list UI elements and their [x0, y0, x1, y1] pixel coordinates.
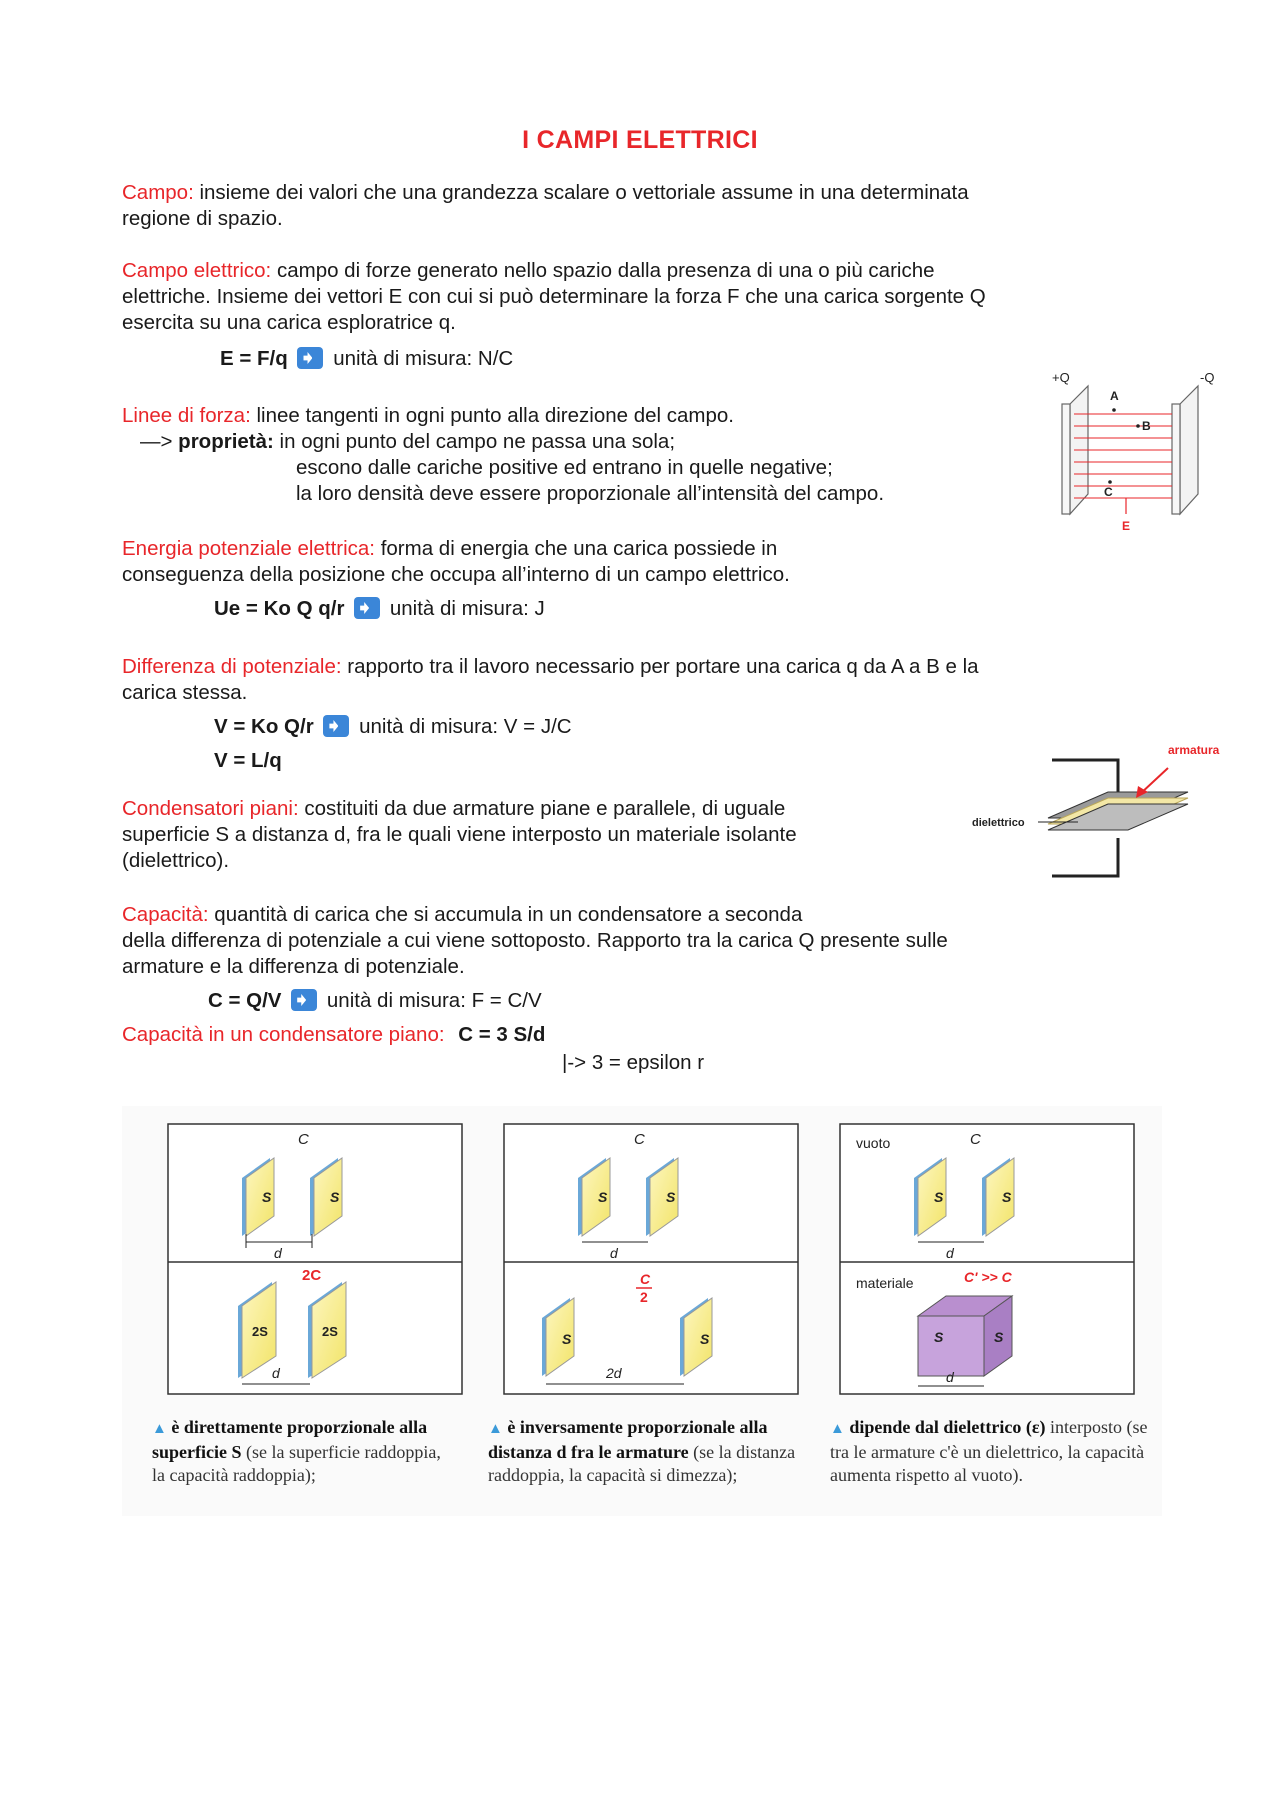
formula-campo: [220, 346, 513, 372]
capacita-piano-label: Capacità in un condensatore piano:: [122, 1023, 445, 1046]
right-arrow-icon: [354, 597, 380, 619]
panel2-top-d: d: [610, 1245, 618, 1261]
linee-prefix: —>: [140, 430, 179, 453]
dielettrico-label: dielettrico: [972, 817, 1025, 829]
campo-text-2: regione di spazio.: [122, 207, 283, 230]
energia-text: forma di energia che una carica possiede in: [375, 537, 778, 560]
unit-e: unità di misura: N/C: [333, 347, 514, 370]
panel2-top-c: C: [634, 1131, 645, 1148]
caption-surface: [152, 1416, 452, 1487]
caption-distance: [488, 1416, 796, 1487]
campo-elettrico-text: campo di forze generato nello spazio dalla presenza di una o più cariche: [271, 259, 935, 282]
panel1-bottom-s1: 2S: [252, 1324, 268, 1339]
panel-dielectric: [840, 1124, 1134, 1394]
panel-distance: [504, 1124, 798, 1394]
panel3-top-s1: S: [934, 1189, 944, 1205]
section-campo: [122, 180, 969, 232]
capacita-piano-formula: C = 3 S/d: [458, 1023, 546, 1046]
condensatori-label: Condensatori piani:: [122, 797, 299, 820]
formula-c: [208, 988, 542, 1014]
panel3-top-s2: S: [1002, 1189, 1012, 1205]
condensatori-text-3: (dielettrico).: [122, 849, 230, 872]
plus-q-label: +Q: [1052, 370, 1070, 385]
capacitance-diagrams: [122, 1106, 1162, 1406]
section-capacita: [122, 902, 948, 980]
left-plate-edge: [1062, 404, 1070, 514]
condensatori-text: costituiti da due armature piane e parallele, di uguale: [298, 797, 786, 820]
caption-dielectric-rest: interposto (se tra le armature c'è un dielettrico, la capacità aumenta rispetto al vuoto).: [830, 1417, 1148, 1485]
panel2-top-s2: S: [666, 1189, 676, 1205]
condensatori-text-2: superficie S a distanza d, fra le quali viene interposto un materiale isolante: [122, 823, 797, 846]
campo-label: Campo:: [122, 181, 194, 204]
panel3-bottom-tag: materiale: [856, 1275, 914, 1291]
energia-label: Energia potenziale elettrica:: [122, 537, 375, 560]
panel2-bottom-s2: S: [700, 1331, 710, 1347]
caption-dielectric-bold: dipende dal dielettrico (ε): [849, 1417, 1046, 1437]
right-arrow-icon: [323, 715, 349, 737]
capacita-label: Capacità:: [122, 903, 209, 926]
campo-elettrico-label: Campo elettrico:: [122, 259, 272, 282]
triangle-icon: ▲: [152, 1421, 167, 1437]
section-energia: [122, 536, 790, 588]
capacitance-figures: [122, 1106, 1162, 1516]
linee-text: linee tangenti in ogni punto alla direzione del campo.: [250, 404, 735, 427]
panel2-bottom-d: 2d: [606, 1365, 622, 1381]
prop-3: la loro densità deve essere proporzionale all’intensità del campo.: [296, 482, 885, 505]
panel1-bottom-s2: 2S: [322, 1324, 338, 1339]
differenza-label: Differenza di potenziale:: [122, 655, 342, 678]
unit-c: unità di misura: F = C/V: [326, 989, 542, 1012]
caption-dielectric: [830, 1416, 1150, 1487]
electric-field-figure: [1040, 364, 1220, 534]
panel3-bottom-d: d: [946, 1369, 954, 1385]
differenza-text-2: carica stessa.: [122, 681, 248, 704]
point-a-label: A: [1110, 389, 1119, 403]
minus-q-label: -Q: [1200, 370, 1215, 385]
formula-v-kq: V = Ko Q/r: [214, 715, 314, 738]
armatura-label: armatura: [1168, 743, 1220, 757]
field-lines: [1074, 414, 1172, 498]
caption-distance-bold: è inversamente proporzionale alla distanza d fra le armature: [488, 1417, 768, 1462]
section-differenza: [122, 654, 979, 706]
unit-ue: unità di misura: J: [389, 597, 545, 620]
section-linee: [122, 403, 884, 507]
point-b-label: B: [1142, 419, 1151, 433]
caption-surface-bold: è direttamente proporzionale alla superficie S: [152, 1417, 428, 1462]
campo-elettrico-text-2: elettriche. Insieme dei vettori E con cui si può determinare la forza F che una carica sorgente Q: [122, 285, 986, 308]
panel3-bottom-s2: S: [994, 1329, 1004, 1345]
unit-v: unità di misura: V = J/C: [359, 715, 572, 738]
page-title: I CAMPI ELETTRICI: [522, 126, 758, 154]
capacita-text-3: armature e la differenza di potenziale.: [122, 955, 465, 978]
panel2-top-s1: S: [598, 1189, 608, 1205]
formula-e: E = F/q: [220, 347, 288, 370]
panel2-bottom-c-den: 2: [640, 1289, 648, 1305]
campo-elettrico-text-3: esercita su una carica esploratrice q.: [122, 311, 456, 334]
panel2-bottom-s1: S: [562, 1331, 572, 1347]
panel1-top-s1: S: [262, 1189, 272, 1205]
capacita-text-2: della differenza di potenziale a cui viene sottoposto. Rapporto tra la carica Q presente sulle: [122, 929, 948, 952]
prop-1: in ogni punto del campo ne passa una sola;: [273, 430, 676, 453]
right-plate: [1180, 386, 1198, 514]
capacita-piano: [122, 1022, 545, 1048]
formula-qv: C = Q/V: [208, 989, 282, 1012]
linee-label: Linee di forza:: [122, 404, 251, 427]
formula-energia: [214, 596, 545, 622]
panel1-bottom-d: d: [272, 1365, 280, 1381]
epsilon-note: |-> 3 = epsilon r: [562, 1051, 705, 1074]
triangle-icon: ▲: [830, 1421, 845, 1437]
section-campo-elettrico: [122, 258, 986, 336]
proprieta-label: proprietà:: [178, 430, 274, 453]
caption-distance-rest: (se la distanza raddoppia, la capacità si dimezza);: [488, 1442, 796, 1485]
panel3-bottom-c: C' >> C: [964, 1269, 1012, 1285]
caption-surface-rest: (se la superficie raddoppia, la capacità raddoppia);: [152, 1442, 441, 1485]
panel3-top-c: C: [970, 1131, 981, 1148]
panel1-top-s2: S: [330, 1189, 340, 1205]
panel1-top-c: C: [298, 1131, 309, 1148]
point-c-label: C: [1104, 485, 1113, 499]
formula-ue: Ue = Ko Q q/r: [214, 597, 345, 620]
panel-surface: [168, 1124, 462, 1394]
campo-text: insieme dei valori che una grandezza scalare o vettoriale assume in una determinata: [193, 181, 969, 204]
right-arrow-icon: [297, 347, 323, 369]
differenza-text: rapporto tra il lavoro necessario per portare una carica q da A a B e la: [341, 655, 979, 678]
formula-v-lq: V = L/q: [214, 749, 282, 772]
dielectric-block: [918, 1316, 984, 1376]
capacitor-figure: [968, 740, 1258, 890]
formula-v1: [214, 714, 572, 740]
e-vector-label: E: [1122, 519, 1131, 533]
energia-text-2: conseguenza della posizione che occupa all’interno di un campo elettrico.: [122, 563, 790, 586]
right-arrow-icon: [291, 989, 317, 1011]
right-plate-edge: [1172, 404, 1180, 514]
panel3-bottom-s1: S: [934, 1329, 944, 1345]
panel1-top-d: d: [274, 1245, 282, 1261]
panel3-top-d: d: [946, 1245, 954, 1261]
section-condensatori: [122, 796, 797, 874]
prop-2: escono dalle cariche positive ed entrano in quelle negative;: [296, 456, 833, 479]
panel1-bottom-c: 2C: [302, 1267, 322, 1284]
triangle-icon: ▲: [488, 1421, 503, 1437]
panel3-top-tag: vuoto: [856, 1135, 891, 1151]
capacita-text: quantità di carica che si accumula in un condensatore a seconda: [208, 903, 803, 926]
panel2-bottom-c-num: C: [640, 1271, 651, 1287]
